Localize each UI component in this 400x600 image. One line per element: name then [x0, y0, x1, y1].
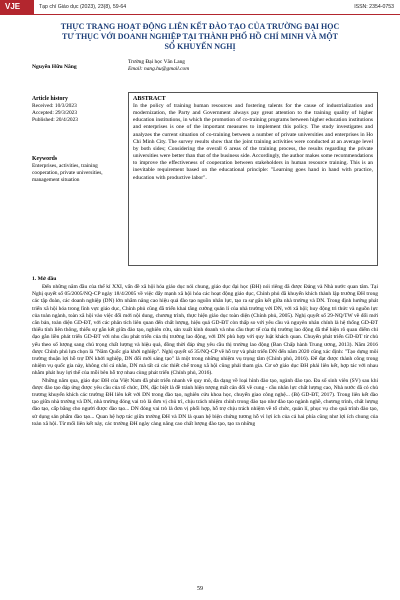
journal-logo: VJE: [0, 0, 34, 14]
journal-citation: Tạp chí Giáo dục (2023), 23(8), 59-64: [39, 4, 127, 10]
abstract-box: [128, 92, 378, 266]
author-name: Nguyễn Hữu Năng: [32, 64, 77, 70]
abstract-text: In the policy of training human resources and fostering talents for the cause of industrialization and modernization, the Party and Government always pay great attention to the training quality of higher education institutions, in which the promotion of co-training programs between higher education institutions and enterprises is one of the important measures to implement this policy. The study investigates and analyzes the current situation of co-training between a number of private universities and enterprises in Ho Chi Minh City. The survey results show that the joint training activities were conducted at an average level by both sides; Considering the overall 6 areas of the training process, the results regarding the private universities were better than that of the business side. Accordingly, the author makes some recommendations to improve the effectiveness of cooperation between stakeholders in human resource training. This is an inevitable requirement based on the educational principle: "Learning goes hand in hand with practice, education with productive labor".: [133, 103, 373, 181]
published-date: Published: 20/4/2023: [32, 117, 78, 123]
body-paragraph: Đến những năm đầu của thế kỉ XXI, vấn đề xã hội hóa giáo dục nói chung, giáo dục đại học (ĐH) nói riêng đã được Đảng và Nhà nước quan tâm. Tại Nghị quyết số 05/2005/NQ-CP ngày 18/4/2005 về việc đẩy mạnh xã hội hóa các hoạt động giáo dục, Chính phủ đã khuyến khích thành lập trường ĐH trong các tập đoàn, các doanh nghiệp (DN) lớn nhằm nâng cao hiệu quả đào tạo nguồn nhân lực, tạo ra sự gắn kết giữa nhà trường và DN. Trong định hướng phát triển xã hội hóa trong lĩnh vực giáo dục, Chính phủ cũng đã triển khai tăng cường quản lí của nhà trường với DN, với xã hội; huy động tri thức và nguồn lực của toàn ngành, toàn xã hội vào việc đổi mới nội dung, chương trình, thực hiện giáo dục toàn diện (Chính phủ, 2005). Nghị quyết số 29-NQ/TW về đổi mới căn bản, toàn diện GD-ĐT, với các phân tích liên quan đến chất lượng, hiệu quả GD-ĐT còn thấp so với yêu cầu và nguyên nhân chính là hệ thống GD-ĐT thiếu tính liên thông, thiếu sự gắn kết giữa đào tạo, nghiên cứu, sản xuất kinh doanh và nhu cầu thực tế của thị trường lao động đã thể hiện rõ quan điểm chỉ đạo gắn liền phát triển GD-ĐT với nhu cầu phát triển của thị trường lao động, với DN phù hợp với quy luật khách quan. Chuyển phát triển GD-ĐT từ chủ yếu theo số lượng sang chú trọng chất lượng và hiệu quả, đồng thời đáp ứng yêu cầu thị trường lao động (Ban Chấp hành Trung ương, 2013). Năm 2016 được Chính phủ lựa chọn là "Năm Quốc gia khởi nghiệp". Nghị quyết số 35/NQ-CP về hỗ trợ và phát triển DN đến năm 2020 cũng xác định: "Tạo dựng môi trường thuận lợi hỗ trợ DN khởi nghiệp, DN đổi mới sáng tạo" là một trong những nhiệm vụ trọng tâm (Chính phủ, 2016). Để đạt được thành công trong nhiệm vụ quốc gia này, không chỉ cá nhân, DN mà tất cả các thiết chế trong xã hội cũng phải tham gia. Cơ sở giáo dục ĐH phải liên kết, hợp tác với nhau nhằm phát huy lợi thế của mỗi bên hỗ trợ nhau cùng phát triển (Chính phủ, 2016).: [32, 284, 378, 377]
issn-label: ISSN: 2354-0753: [354, 4, 394, 10]
header-divider: [0, 14, 400, 15]
section-heading: 1. Mở đầu: [32, 276, 57, 282]
keywords-text: Enterprises, activities, training cooperation, private universities, management situation: [32, 163, 103, 183]
affiliation-text: Trường Đại học Văn Lang: [128, 59, 185, 65]
article-history-heading: Article history: [32, 96, 68, 102]
page-number: 59: [197, 586, 203, 592]
page-header: [0, 0, 400, 14]
article-title: THỰC TRẠNG HOẠT ĐỘNG LIÊN KẾT ĐÀO TẠO CỦA TRƯỜNG ĐẠI HỌC TƯ THỤC VỚI DOANH NGHIỆP TẠI THÀNH PHỐ HỒ CHÍ MINH VÀ MỘT SỐ KHUYẾN NGHỊ: [60, 22, 340, 51]
article-history: [32, 103, 78, 124]
received-date: Received: 10/3/2023: [32, 103, 77, 109]
accepted-date: Accepted: 29/3/2023: [32, 110, 78, 116]
body-text: [32, 284, 378, 428]
abstract-heading: ABSTRACT: [133, 96, 166, 102]
author-email: Email: nang.hu@gmail.com: [128, 66, 190, 72]
keywords-heading: Keywords: [32, 156, 58, 162]
author-affiliation: [128, 59, 189, 73]
body-paragraph: Những năm qua, giáo dục ĐH của Việt Nam đã phát triển nhanh về quy mô, đa dạng về loại hình đào tạo, ngành đào tạo. Đa số sinh viên (SV) sau khi được đào tạo đáp ứng được yêu cầu của tổ chức, DN, đặc biệt là đề tránh hiện tượng mất cân đối về cung - cầu nhân lực chất lượng cao, Nhà nước đã có chủ trương khuyến khích các trường ĐH liên kết với DN trong đào tạo, nghiên cứu khoa học, chuyển giao công nghệ... (Bộ GD-ĐT, 2017). Trong liên kết đào tạo giữa nhà trường và DN, nhà trường đóng vai trò là đơn vị chủ trì, chịu trách nhiệm chính trong đào tạo như đào tạo ngành nghề, chương trình, chất lượng đào tạo, cấp bằng cho người được đào tạo... DN đóng vai trò là đơn vị phối hợp, hỗ trợ chịu trách nhiệm về tổ chức, quản lí, phục vụ cho quá trình đào tạo, sử dụng sản phẩm đào tạo... Quan hệ hợp tác giữa trường ĐH và DN là quan hệ biện chứng tương hỗ vì lợi ích của cả hai phía cũng như lợi ích chung của toàn xã hội. Từ mối liên kết này, các trường ĐH ngày càng nâng cao chất lượng đào tạo, tạo ra những: [32, 377, 378, 427]
